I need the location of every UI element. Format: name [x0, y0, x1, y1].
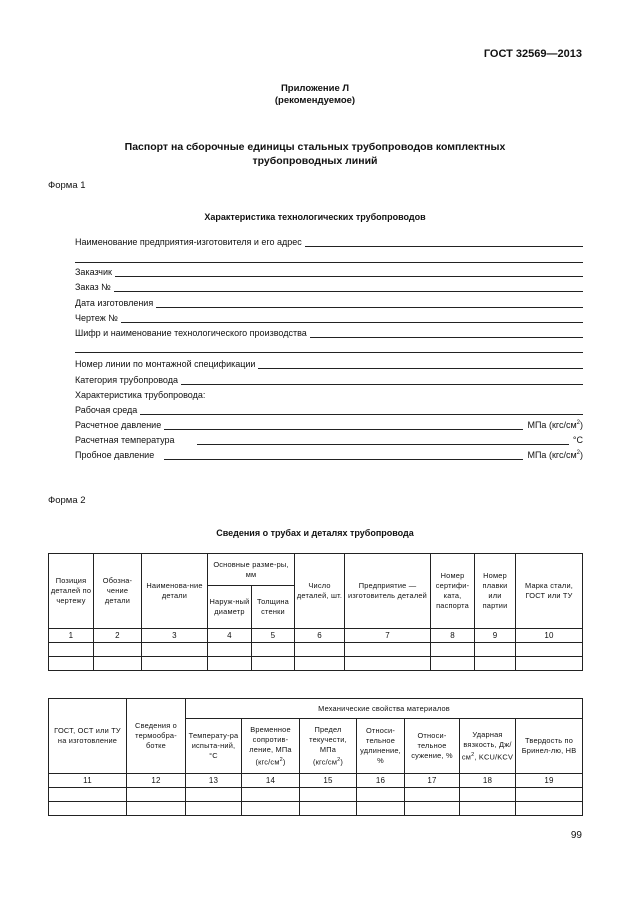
field-enterprise-label: Наименование предприятия-изготовителя и его адрес — [75, 237, 302, 247]
page-number: 99 — [570, 830, 582, 841]
blank-line — [75, 253, 583, 263]
form2-label: Форма 2 — [48, 495, 86, 506]
header-designation: Обозна-чение детали — [94, 554, 142, 629]
field-process-code-label: Шифр и наименование технологического производства — [75, 328, 307, 338]
header-position: Позиция деталей по чертежу — [49, 554, 94, 629]
col-number: 11 — [49, 774, 127, 788]
impact-label: Ударная вязкость, Дж/см — [461, 729, 512, 762]
field-line-number-line — [258, 359, 583, 369]
header-impact-strength — [460, 719, 516, 774]
field-medium-line — [140, 405, 583, 415]
header-tensile-strength — [242, 719, 300, 774]
table1-header-row — [49, 554, 583, 586]
field-test-pressure-line — [164, 450, 523, 460]
field-design-pressure-label: Расчетное давление — [75, 420, 162, 430]
yield-label: Предел текучести, МПа — [309, 724, 347, 754]
col-number: 5 — [252, 629, 295, 643]
unit-exp: 2 — [471, 751, 475, 758]
document-title — [0, 140, 630, 168]
field-order-line — [114, 282, 583, 292]
table-row — [49, 643, 583, 657]
col-number: 7 — [345, 629, 431, 643]
field-manufacture-date-line — [156, 298, 583, 308]
field-characteristic — [75, 387, 583, 400]
standard-number: ГОСТ 32569—2013 — [483, 48, 582, 60]
col-number: 10 — [516, 629, 583, 643]
col-number: 8 — [431, 629, 475, 643]
field-line-number-label: Номер линии по монтажной спецификации — [75, 359, 256, 369]
document-title-line2: трубопроводных линий — [252, 155, 378, 167]
header-test-temperature: Температу-ра испыта-ний, °С — [186, 719, 242, 774]
field-medium — [75, 402, 583, 415]
field-enterprise-continuation — [75, 250, 583, 263]
field-test-pressure-label: Пробное давление — [75, 450, 155, 460]
header-yield-strength — [300, 719, 357, 774]
col-number: 4 — [208, 629, 252, 643]
pressure-unit — [527, 420, 583, 430]
document-title-line1: Паспорт на сборочные единицы стальных трубопроводов комплектных — [124, 141, 506, 153]
pressure-unit-close: ) — [580, 450, 583, 460]
field-medium-label: Рабочая среда — [75, 405, 138, 415]
appendix-title: Приложение Л — [280, 83, 350, 94]
header-hardness: Твердость по Бринел-лю, НВ — [516, 719, 583, 774]
pressure-unit-text: МПа (кгс/см — [527, 450, 577, 460]
field-manufacture-date-label: Дата изготовления — [75, 298, 154, 308]
header-heat-treatment: Сведения о термообра-ботке — [127, 699, 186, 774]
header-mechanical: Механические свойства материалов — [186, 699, 583, 719]
pressure-unit-text: МПа (кгс/см — [527, 420, 577, 430]
field-design-pressure — [75, 417, 583, 430]
field-drawing-line — [121, 313, 583, 323]
field-customer — [75, 264, 583, 277]
field-drawing-label: Чертеж № — [75, 313, 118, 323]
col-number: 19 — [516, 774, 583, 788]
appendix-type: (рекомендуемое) — [274, 95, 356, 106]
col-number: 2 — [94, 629, 142, 643]
form2-section-title: Сведения о трубах и деталях трубопровода — [216, 528, 414, 538]
header-main-dims: Основные разме-ры, мм — [208, 554, 295, 586]
col-number: 3 — [142, 629, 208, 643]
field-category-line — [181, 375, 583, 385]
pressure-unit-exp: 2 — [576, 450, 580, 456]
field-line-number — [75, 356, 583, 369]
tensile-label: Временное сопротив-ление, МПа — [249, 724, 292, 754]
col-number: 1 — [49, 629, 94, 643]
header-manufacturer: Предприятие — изготовитель деталей — [345, 554, 431, 629]
table2-number-row — [49, 774, 583, 788]
col-number: 18 — [460, 774, 516, 788]
field-design-temperature-label: Расчетная температура — [75, 435, 175, 445]
field-process-code-continuation — [75, 340, 583, 353]
field-drawing — [75, 310, 583, 323]
col-number: 15 — [300, 774, 357, 788]
unit-exp: 2 — [337, 756, 341, 763]
blank-line — [75, 343, 583, 353]
header-certificate: Номер сертифи-ката, паспорта — [431, 554, 475, 629]
unit-close: ) — [282, 757, 286, 767]
pressure-unit-exp: 2 — [576, 420, 580, 426]
form1-label: Форма 1 — [48, 180, 86, 191]
field-design-temperature — [75, 432, 583, 445]
temperature-unit: °С — [572, 435, 583, 445]
form1-section-title: Характеристика технологических трубопроводов — [204, 212, 426, 222]
header-count: Число деталей, шт. — [295, 554, 345, 629]
mechanical-properties-table — [48, 698, 583, 816]
field-enterprise-line — [305, 237, 583, 247]
field-order-label: Заказ № — [75, 282, 111, 292]
unit-close: ) — [340, 757, 344, 767]
col-number: 16 — [357, 774, 405, 788]
field-enterprise — [75, 234, 583, 247]
table-row — [49, 788, 583, 802]
field-customer-line — [115, 267, 583, 277]
field-design-temperature-line — [197, 435, 569, 445]
field-characteristic-label: Характеристика трубопровода: — [75, 390, 206, 400]
col-number: 13 — [186, 774, 242, 788]
field-category — [75, 372, 583, 385]
table2-header-row — [49, 699, 583, 719]
col-number: 6 — [295, 629, 345, 643]
header-grade: Марка стали, ГОСТ или ТУ — [516, 554, 583, 629]
field-customer-label: Заказчик — [75, 267, 112, 277]
table-row — [49, 802, 583, 816]
header-elongation: Относи-тельное удлинение, % — [357, 719, 405, 774]
header-melt: Номер плавки или партии — [475, 554, 516, 629]
header-wall-thickness: Толщина стенки — [252, 586, 295, 629]
field-test-pressure — [75, 447, 583, 460]
field-order — [75, 279, 583, 292]
field-process-code-line — [310, 328, 583, 338]
field-design-pressure-line — [164, 420, 523, 430]
col-number: 14 — [242, 774, 300, 788]
header-outer-diameter: Наруж-ный диаметр — [208, 586, 252, 629]
col-number: 17 — [405, 774, 460, 788]
impact-unit: , KCU/KCV — [474, 752, 514, 762]
col-number: 9 — [475, 629, 516, 643]
test-pressure-unit — [527, 450, 583, 460]
header-name: Наименова-ние детали — [142, 554, 208, 629]
header-contraction: Относи-тельное сужение, % — [405, 719, 460, 774]
pipes-details-table — [48, 553, 583, 671]
table-row — [49, 657, 583, 671]
table1-number-row — [49, 629, 583, 643]
tensile-unit: (кгс/см — [255, 757, 280, 767]
pressure-unit-close: ) — [580, 420, 583, 430]
field-category-label: Категория трубопровода — [75, 375, 178, 385]
col-number: 12 — [127, 774, 186, 788]
field-manufacture-date — [75, 295, 583, 308]
yield-unit: (кгс/см — [312, 757, 338, 767]
unit-exp: 2 — [279, 756, 283, 763]
field-process-code — [75, 325, 583, 338]
header-gost: ГОСТ, ОСТ или ТУ на изготовление — [49, 699, 127, 774]
